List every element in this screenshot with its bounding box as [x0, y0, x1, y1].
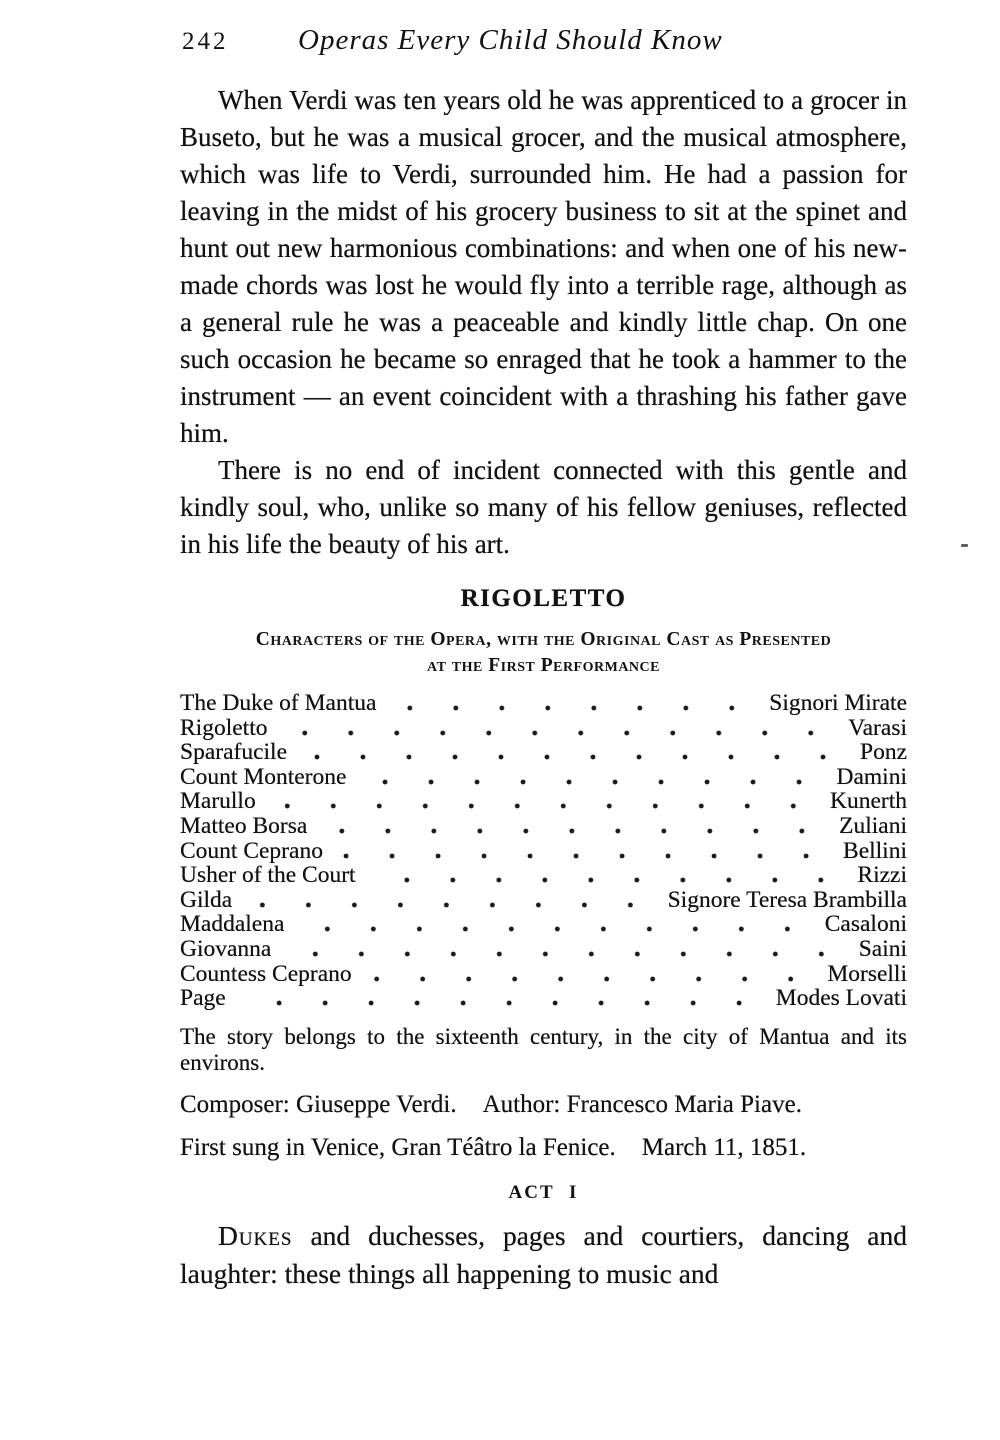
dot-leader [360, 778, 822, 785]
scan-artifact [961, 544, 968, 547]
cast-row [180, 839, 907, 864]
cast-row [180, 789, 907, 814]
cast-character: Giovanna [180, 935, 272, 962]
dot-leader [366, 975, 814, 982]
lead-word: Dukes [218, 1219, 293, 1251]
cast-performer: Signori Mirate [769, 690, 907, 716]
cast-character: The Duke of Mantua [180, 690, 377, 716]
act-heading: ACT I [508, 1181, 579, 1203]
dot-leader [281, 729, 834, 736]
cast-row [180, 716, 907, 741]
cast-heading [180, 627, 907, 679]
dot-leader [337, 852, 829, 859]
paragraph-act1-opening [180, 1217, 907, 1293]
premiere-venue: First sung in Venice, Gran Téâtro la Fenice. [180, 1133, 616, 1161]
dot-leader [301, 754, 846, 761]
cast-performer: Modes Lovati [775, 985, 907, 1012]
dot-leader [321, 828, 825, 835]
cast-performer: Zuliani [839, 812, 907, 839]
dot-leader [240, 1000, 762, 1007]
cast-row [180, 986, 907, 1011]
paragraph-verdi-apprentice: When Verdi was ten years old he was apprenticed to a grocer in Buseto, but he was a musical grocer, and the musical atmosphere, which was life to Verdi, surrounded him. He had a passion for leaving in the midst of his grocery business to sit at the spinet and hunt out new harmonious combinations: and when one of his new-made chords was lost he would fly into a terrible rage, although as a general rule he was a peaceable and kindly little chap. On one such occasion he became so enraged that he took a hammer to the instrument — an event coincident with a thrashing his father gave him. [180, 85, 907, 448]
cast-row [180, 863, 907, 888]
cast-character: Rigoletto [180, 714, 268, 741]
cast-row [180, 691, 907, 716]
premiere-date: March 11, 1851. [641, 1133, 807, 1161]
cast-character: Usher of the Court [180, 862, 356, 889]
cast-performer: Ponz [860, 739, 907, 766]
dot-leader [270, 803, 816, 810]
cast-performer: Kunerth [829, 788, 907, 815]
author-credit: Author: Francesco Maria Piave. [482, 1090, 802, 1118]
cast-performer: Bellini [843, 837, 907, 864]
dot-leader [390, 705, 755, 712]
setting-note: The story belongs to the sixteenth century, in the city of Mantua and its environs. [180, 1023, 907, 1075]
cast-row [180, 912, 907, 937]
cast-character: Sparafucile [180, 739, 288, 766]
paragraph-verdi-character: There is no end of incident connected with this gentle and kindly soul, who, unlike so many of his fellow geniuses, reflected in his life the beauty of his art. [180, 455, 907, 559]
cast-row [180, 937, 907, 962]
cast-character: Count Monterone [180, 763, 347, 790]
composer-credit: Composer: Giuseppe Verdi. [180, 1090, 457, 1118]
composer-line [180, 1091, 907, 1119]
cast-row [180, 765, 907, 790]
cast-row [180, 962, 907, 987]
cast-character: Maddalena [180, 911, 285, 938]
cast-row [180, 814, 907, 839]
cast-character: Gilda [180, 886, 233, 913]
cast-character: Countess Ceprano [180, 960, 352, 987]
cast-list [180, 691, 907, 1011]
cast-performer: Varasi [848, 714, 907, 741]
cast-performer: Rizzi [857, 862, 907, 889]
dot-leader [246, 901, 653, 908]
text-column [180, 0, 907, 1293]
running-title: Operas Every Child Should Know [298, 24, 723, 56]
cast-performer: Signore Teresa Brambilla [667, 886, 907, 913]
dot-leader [370, 877, 844, 884]
page-number: 242 [182, 28, 229, 55]
cast-performer: Damini [836, 763, 907, 790]
cast-performer: Morselli [827, 960, 907, 987]
cast-performer: Casaloni [824, 911, 907, 938]
dot-leader [298, 926, 810, 933]
cast-character: Page [180, 985, 226, 1012]
cast-character: Count Ceprano [180, 837, 323, 864]
premiere-line [180, 1134, 907, 1162]
cast-row [180, 740, 907, 765]
cast-character: Matteo Borsa [180, 812, 308, 839]
running-header [180, 24, 907, 62]
opera-title: RIGOLETTO [460, 585, 627, 612]
cast-character: Marullo [180, 788, 256, 815]
cast-heading-line1: Characters of the Opera, with the Original Cast as Presented [255, 629, 832, 650]
dot-leader [285, 951, 844, 958]
act1-text: and duchesses, pages and courtiers, dancing and laughter: these things all happening to music and [180, 1219, 907, 1289]
cast-row [180, 888, 907, 913]
cast-performer: Saini [858, 935, 907, 962]
cast-heading-line2: at the First Performance [427, 655, 660, 676]
